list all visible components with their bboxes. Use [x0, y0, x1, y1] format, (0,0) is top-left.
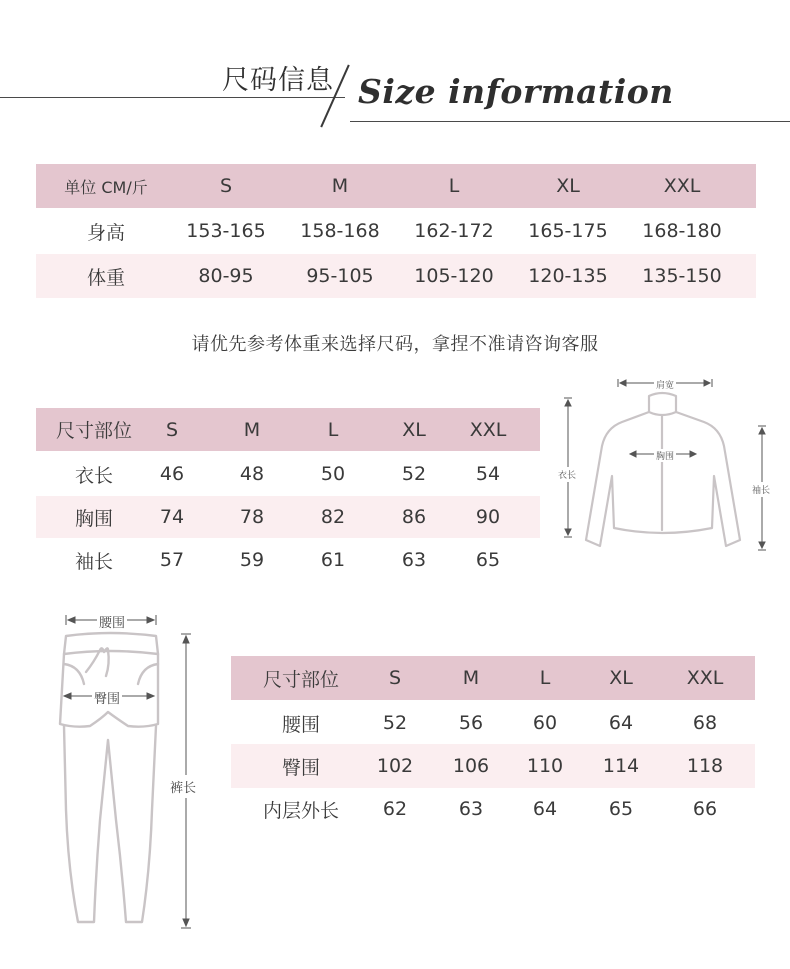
- header-cell: M: [462, 667, 480, 689]
- table-row: [231, 702, 755, 744]
- row-label: 臀围: [281, 756, 320, 779]
- page-title-cn: 尺码信息: [222, 65, 334, 96]
- size-table-general: [36, 164, 756, 298]
- table-cell: 78: [239, 506, 265, 528]
- table-cell: 135-150: [642, 265, 722, 287]
- table-row: [36, 453, 540, 495]
- header-cell: 尺寸部位: [262, 668, 339, 691]
- table-cell: 57: [159, 549, 185, 571]
- header-cell: L: [448, 175, 460, 197]
- table-row: [36, 211, 756, 251]
- table-cell: 63: [458, 798, 484, 820]
- header-cell: XL: [402, 418, 426, 441]
- table-cell: 64: [532, 798, 558, 820]
- table-cell: 110: [526, 755, 564, 777]
- table-cell: 59: [239, 549, 265, 571]
- table-header-row: [231, 656, 755, 700]
- row-label: 衣长: [74, 464, 113, 487]
- table-cell: 65: [608, 798, 634, 820]
- header-cell: S: [219, 175, 233, 197]
- table-cell: 153-165: [186, 220, 266, 242]
- table-cell: 60: [532, 712, 558, 734]
- size-advice-note: 请优先参考体重来选择尺码，拿捏不准请咨询客服: [191, 334, 599, 355]
- row-label: 体重: [86, 266, 125, 289]
- table-cell: 105-120: [414, 265, 494, 287]
- page-title-en: Size information: [358, 72, 674, 111]
- table-header-row: [36, 164, 756, 208]
- table-cell: 168-180: [642, 220, 722, 242]
- table-cell: 50: [320, 463, 346, 485]
- table-cell: 82: [320, 506, 346, 528]
- table-cell: 52: [382, 712, 408, 734]
- table-cell: 66: [692, 798, 718, 820]
- hip-label: 臀围: [92, 688, 122, 707]
- table-cell: 54: [475, 463, 501, 485]
- table-cell: 80-95: [198, 265, 254, 287]
- table-row: [36, 539, 540, 581]
- header-cell: L: [327, 418, 339, 441]
- sleeve-label: 袖长: [752, 482, 770, 497]
- row-label: 胸围: [74, 507, 113, 530]
- header-cell: 尺寸部位: [55, 420, 132, 442]
- pants-illustration: [50, 600, 210, 940]
- table-cell: 118: [686, 755, 724, 777]
- row-label: 袖长: [74, 550, 113, 573]
- table-row: [231, 788, 755, 830]
- header-cell: XXL: [469, 418, 507, 441]
- length-label: 衣长: [558, 467, 576, 482]
- table-cell: 114: [602, 755, 640, 777]
- header-cell: S: [165, 418, 179, 441]
- table-cell: 68: [692, 712, 718, 734]
- table-cell: 158-168: [300, 220, 380, 242]
- chest-label: 胸围: [654, 449, 676, 462]
- table-row: [36, 254, 756, 298]
- table-cell: 48: [239, 463, 265, 485]
- table-cell: 95-105: [306, 265, 374, 287]
- table-cell: 120-135: [528, 265, 608, 287]
- table-row: [231, 744, 755, 788]
- shoulder-label: 肩宽: [654, 378, 676, 391]
- header-cell: XXL: [686, 667, 724, 689]
- table-cell: 52: [401, 463, 427, 485]
- header-cell: 单位 CM/斤: [64, 177, 148, 197]
- pants-length-label: 裤长: [170, 775, 196, 798]
- row-label: 身高: [86, 221, 125, 244]
- header-rule-right: [350, 121, 790, 122]
- table-cell: 65: [475, 549, 501, 571]
- header-cell: L: [539, 667, 551, 689]
- table-cell: 56: [458, 712, 484, 734]
- table-cell: 86: [401, 506, 427, 528]
- table-cell: 165-175: [528, 220, 608, 242]
- table-cell: 162-172: [414, 220, 494, 242]
- waist-label: 腰围: [97, 612, 127, 631]
- table-row: [36, 496, 540, 538]
- table-cell: 62: [382, 798, 408, 820]
- table-cell: 90: [475, 506, 501, 528]
- top-garment-illustration: [540, 370, 790, 570]
- header-rule-left: [0, 97, 345, 98]
- table-cell: 64: [608, 712, 634, 734]
- size-table-top: [36, 408, 540, 580]
- row-label: 内层外长: [262, 799, 339, 822]
- header-cell: M: [243, 418, 261, 441]
- header-cell: XXL: [663, 175, 701, 197]
- table-header-row: [36, 408, 540, 451]
- row-label: 腰围: [281, 713, 320, 736]
- table-cell: 74: [159, 506, 185, 528]
- table-cell: 106: [452, 755, 490, 777]
- table-cell: 46: [159, 463, 185, 485]
- table-cell: 61: [320, 549, 346, 571]
- table-cell: 63: [401, 549, 427, 571]
- header-cell: S: [388, 667, 402, 689]
- size-table-pants: [231, 656, 755, 830]
- header-cell: XL: [609, 667, 633, 689]
- header-cell: M: [331, 175, 349, 197]
- header-cell: XL: [556, 175, 580, 197]
- table-cell: 102: [376, 755, 414, 777]
